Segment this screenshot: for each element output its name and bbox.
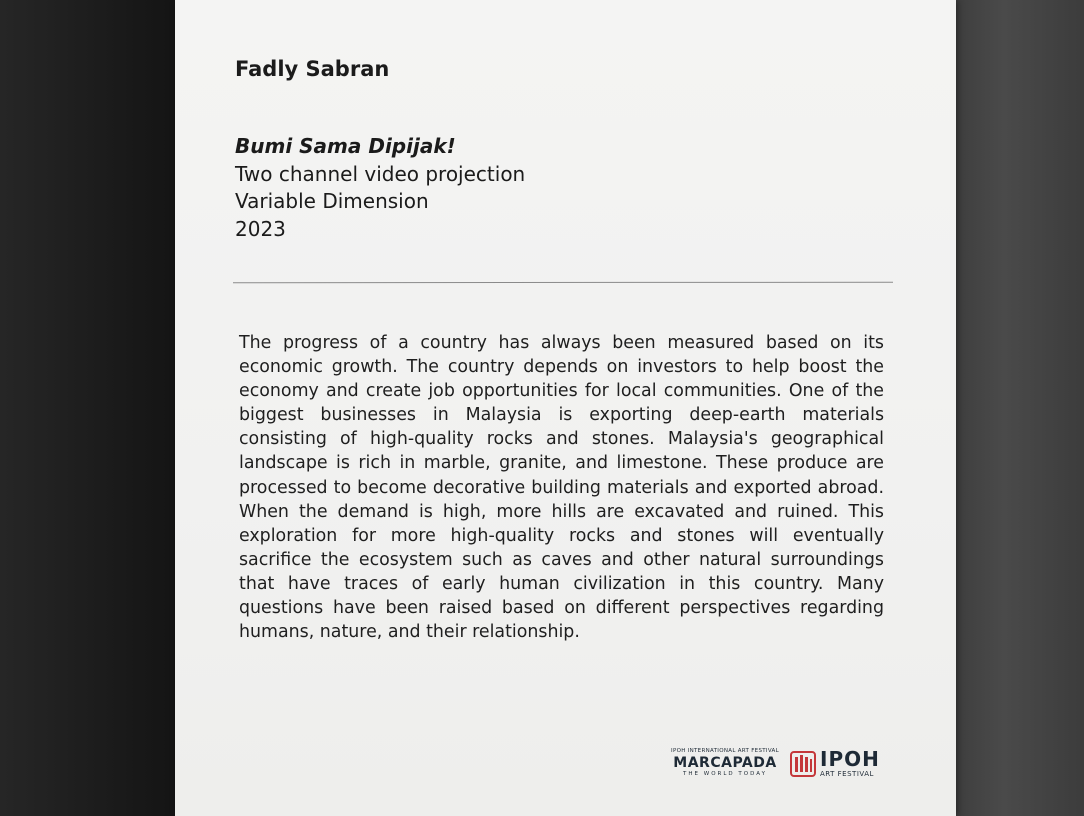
marcapada-tagline: IPOH INTERNATIONAL ART FESTIVAL <box>671 748 779 754</box>
artwork-title: Bumi Sama Dipijak! <box>235 134 456 158</box>
dark-wall-left <box>0 0 178 816</box>
artwork-label-card <box>175 0 956 816</box>
artist-name: Fadly Sabran <box>235 57 390 81</box>
artwork-year: 2023 <box>235 216 286 241</box>
grey-wall-right <box>938 0 1084 816</box>
artwork-medium: Two channel video projection <box>235 161 526 186</box>
ipoh-name: IPOH <box>820 747 880 771</box>
ipoh-art-festival-logo <box>820 748 880 779</box>
marcapada-logo <box>669 748 781 778</box>
marcapada-name: MARCAPADA <box>673 755 777 771</box>
artwork-description: The progress of a country has always been measured based on its economic growth. The country depends on investors to help boost the economy and create job opportunities for local communities. One of the biggest businesses in Malaysia is exporting deep-earth materials consisting of high-quality rocks and stones. Malaysia's geographical landscape is rich in marble, granite, and limestone. These produce are processed to become decorative building materials and exported abroad. When the demand is high, more hills are excavated and ruined. This exploration for more high-quality rocks and stones will eventually sacrifice the ecosystem such as caves and other natural surroundings that have traces of early human civilization in this country. Many questions have been raised based on different perspectives regarding humans, nature, and their relationship. <box>239 333 884 643</box>
sponsor-logos <box>669 748 889 782</box>
divider-line <box>233 282 893 284</box>
ipoh-subtitle: ART FESTIVAL <box>820 770 874 778</box>
artwork-details <box>235 133 525 243</box>
ipoh-emblem-icon <box>790 751 816 777</box>
artwork-dimensions: Variable Dimension <box>235 189 429 213</box>
marcapada-subtitle: THE WORLD TODAY <box>683 771 767 777</box>
